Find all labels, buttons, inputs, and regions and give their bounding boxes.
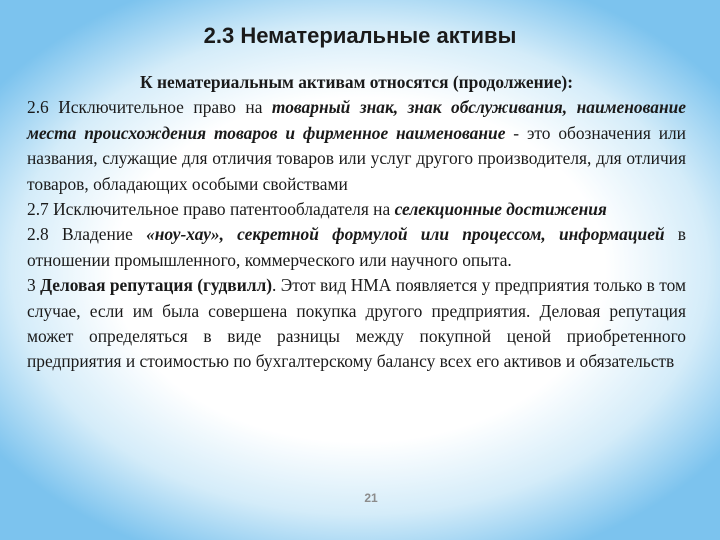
item-number: 2.6 (27, 97, 49, 118)
item-emphasis: селекционные достижения (394, 199, 607, 220)
item-text: - это обозначения или названия, служащие для отличия товаров или услуг другого производителя, для отличия товаров, обладающих особыми свойствами (27, 122, 686, 194)
item-strong: Деловая репутация (гудвилл) (40, 275, 273, 296)
slide-title: 2.3 Нематериальные активы (203, 23, 517, 48)
item-emphasis: товарный знак, знак обслуживания, наименование места происхождения товаров и фирменное наименование (27, 97, 686, 143)
item-text: Исключительное право патентообладателя на (48, 199, 395, 220)
item-2-8 (27, 222, 686, 273)
subheading: К нематериальным активам относятся (продолжение): (140, 72, 573, 92)
page-number: 21 (364, 491, 378, 505)
item-2-7 (27, 197, 686, 222)
item-3 (27, 273, 686, 375)
item-text: Владение (48, 224, 147, 245)
item-emphasis: «ноу-хау», секретной формулой или процессом, информацией (146, 224, 665, 245)
item-text: в отношении промышленного, коммерческого или научного опыта. (27, 224, 687, 270)
item-text: . Этот вид НМА появляется у предприятия только в том случае, если им была совершена покупка другого предприятия. Деловая репутация может определяться в виде разницы между покупной ценой приобретенного предприятия и стоимостью по бухгалтерскому балансу всех его активов и обязательств (27, 275, 686, 372)
item-number: 2.7 (27, 199, 49, 220)
item-text: Исключительное право на (48, 97, 272, 118)
item-number: 3 (27, 275, 36, 296)
slide-body (27, 70, 686, 375)
item-number: 2.8 (27, 224, 49, 245)
item-2-6 (27, 95, 686, 197)
